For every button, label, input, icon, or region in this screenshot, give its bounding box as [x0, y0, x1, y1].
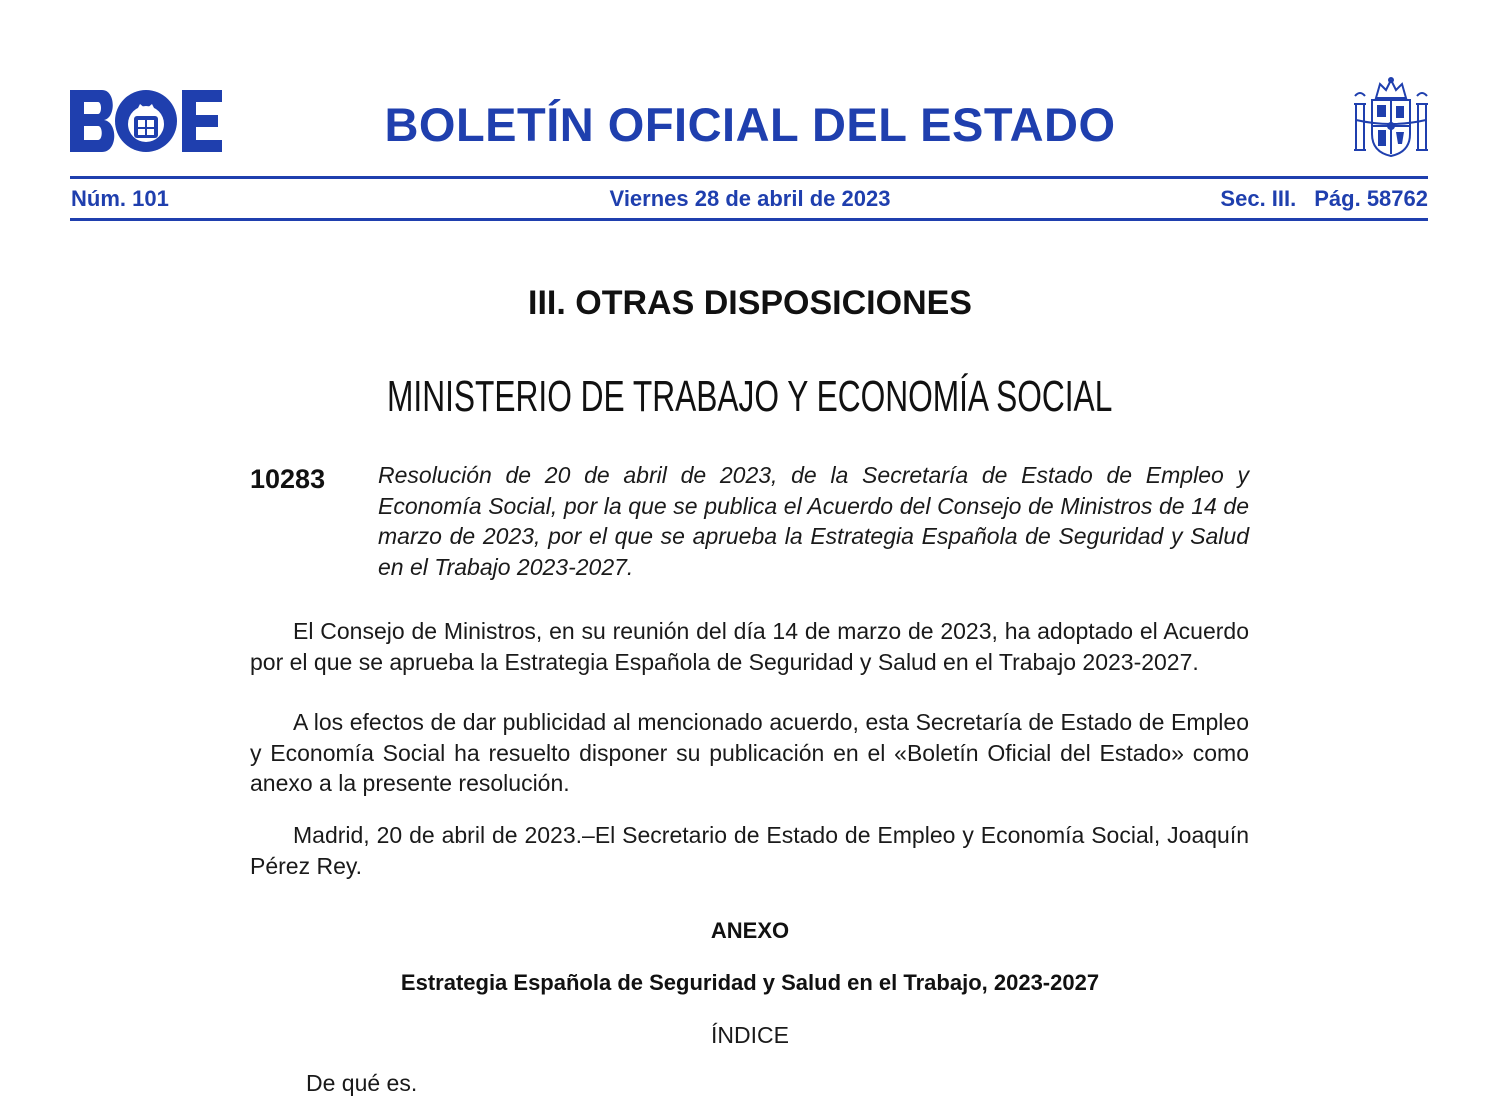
resolution-summary: Resolución de 20 de abril de 2023, de la Secretaría de Estado de Empleo y Economía Social, por la que se publica el Acuerdo del Consejo de Ministros de 14 de marzo de 2023, por el que se aprueba la Estrategia Española de Seguridad y Salud en el Trabajo 2023-2027.	[378, 462, 1249, 580]
section-label: Sec. III.	[1220, 186, 1297, 211]
header-top-rule	[70, 176, 1428, 179]
annex-label: ANEXO	[710, 918, 790, 943]
body-paragraph: El Consejo de Ministros, en su reunión del día 14 de marzo de 2023, ha adoptado el Acuerdo por el que se aprueba la Estrategia Española de Seguridad y Salud en el Trabajo 2023-2027.	[250, 618, 1249, 675]
annex-title: Estrategia Española de Seguridad y Salud en el Trabajo, 2023-2027	[400, 970, 1100, 995]
bulletin-number: Núm. 101	[71, 186, 169, 211]
index-heading: ÍNDICE	[711, 1022, 789, 1048]
page-number: Pág. 58762	[1314, 186, 1428, 211]
masthead-title: BOLETÍN OFICIAL DEL ESTADO	[384, 98, 1116, 151]
boe-logo-icon	[70, 90, 222, 152]
disposition-number: 10283	[250, 464, 326, 494]
publication-date: Viernes 28 de abril de 2023	[609, 186, 891, 211]
ministry-name: MINISTERIO DE TRABAJO Y ECONOMÍA SOCIAL	[387, 372, 1113, 421]
spain-coat-of-arms-icon	[1352, 76, 1430, 160]
truncated-line: De qué es.	[306, 1070, 418, 1096]
signature-paragraph: Madrid, 20 de abril de 2023.–El Secretario de Estado de Empleo y Economía Social, Joaquín Pérez Rey.	[250, 822, 1249, 879]
body-paragraph: A los efectos de dar publicidad al mencionado acuerdo, esta Secretaría de Estado de Empleo y Economía Social ha resuelto disponer su publicación en el «Boletín Oficial del Estado» como anexo a la presente resolución.	[250, 709, 1249, 796]
header-bottom-rule	[70, 218, 1428, 221]
section-title: III. OTRAS DISPOSICIONES	[528, 284, 972, 322]
section-page-info	[1220, 186, 1428, 212]
ministry-heading	[0, 372, 1500, 422]
